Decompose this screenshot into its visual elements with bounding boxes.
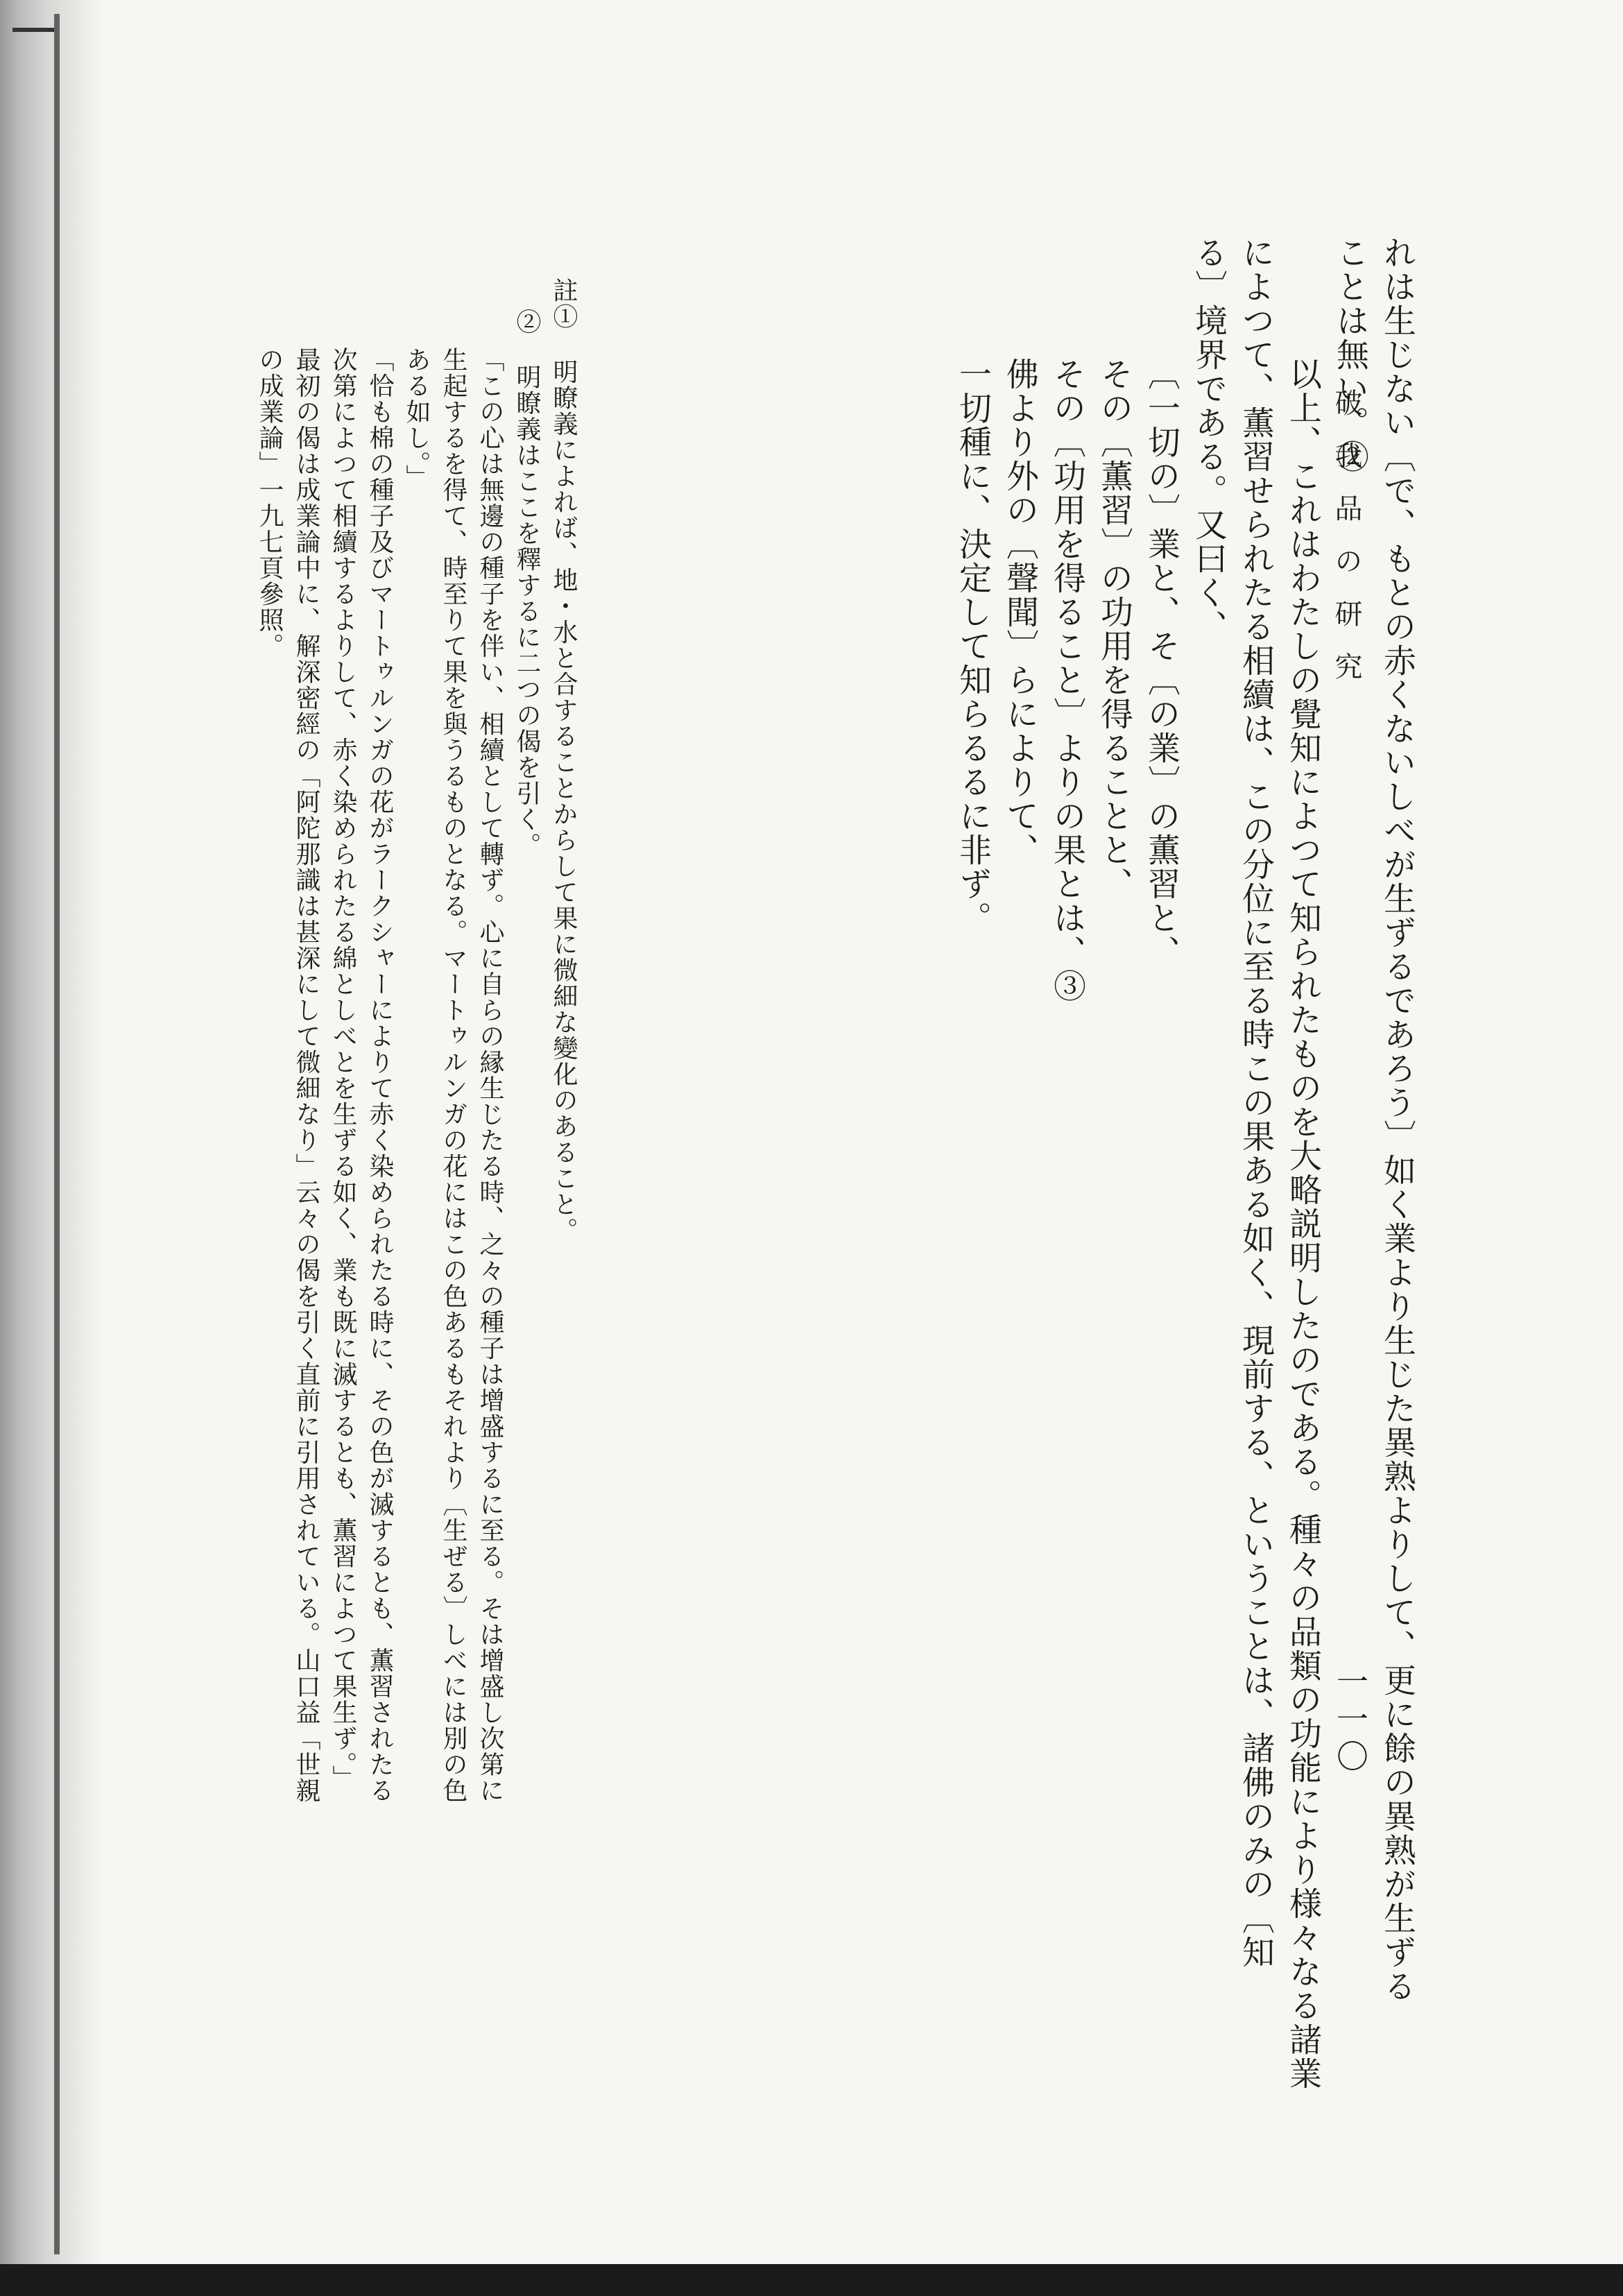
footnote-quote-line: 次第によつて相續するよりして、赤く染められたる綿としべとを生ずる如く、業も既に滅するとも、薫習によつて果生ず。」 — [329, 347, 357, 1791]
running-header-title: 破我品の研究 — [1330, 388, 1362, 705]
scan-mark — [12, 28, 54, 32]
body-line: れは生じない〔で、もとの赤くないしべが生ずるであろう〕如く業より生じた異熟よりして、更に餘の異熟が生ずる — [1378, 236, 1416, 2003]
footnote-line: ② 明瞭義はここを釋するに二つの偈を引く。 — [513, 309, 541, 859]
verse-line: その〔功用を得ること〕よりの果とは、③ — [1048, 357, 1086, 1003]
verse-line: 〔一切の〕業と、そ〔の業〕の薫習と、 — [1142, 357, 1180, 969]
footnote-line: 註① 明瞭義によれば、地・水と合することからして果に微細な變化のあること。 — [549, 277, 578, 1244]
body-line: ことは無い。② — [1331, 236, 1369, 474]
scan-bottom-edge — [0, 2264, 1623, 2296]
body-line: によつて、薫習せられたる相續は、この分位に至る時この果ある如く、現前する、ということは、諸佛のみの〔知 — [1237, 236, 1275, 1969]
verse-line: 一切種に、決定して知らるるに非ず。 — [954, 357, 992, 935]
body-line: 以上、これはわたしの覺知によつて知られたものを大略説明したのである。種々の品類の功能により様々なる諸業 — [1284, 357, 1322, 2091]
verse-line: その〔薫習〕の功用を得ることと、 — [1095, 357, 1133, 901]
footnote-line: 最初の偈は成業論中に、解深密經の「阿陀那識は甚深にして微細なり」云々の偈を引く直前に引用されている。山口益「世親 — [292, 347, 320, 1804]
footnote-quote-line: 「この心は無邊の種子を伴い、相續として轉ず。心に自らの縁生じたる時、之々の種子は增盛するに至る。そは增盛し次第に — [476, 347, 504, 1804]
footnote-quote-line: 生起するを得て、時至りて果を與うるものとなる。マートゥルンガの花にはこの色あるもそれより〔生ぜる〕しべには別の色 — [439, 347, 467, 1804]
verse-line: 佛より外の〔聲聞〕らによりて、 — [1001, 357, 1039, 867]
page-number: 一一〇 — [1332, 1665, 1369, 1777]
footnote-quote-line: ある如し。」 — [402, 347, 431, 490]
scan-gutter — [0, 0, 104, 2296]
footnote-quote-line: 「恰も棉の種子及びマートゥルンガの花がラークシャーによりて赤く染められたる時に、その色が滅するとも、薫習されたる — [366, 347, 394, 1804]
body-line: る〕境界である。又曰く、 — [1190, 236, 1228, 644]
binding-shadow-line — [54, 14, 60, 2254]
footnote-line: の成業論」一九七頁參照。 — [255, 347, 284, 659]
